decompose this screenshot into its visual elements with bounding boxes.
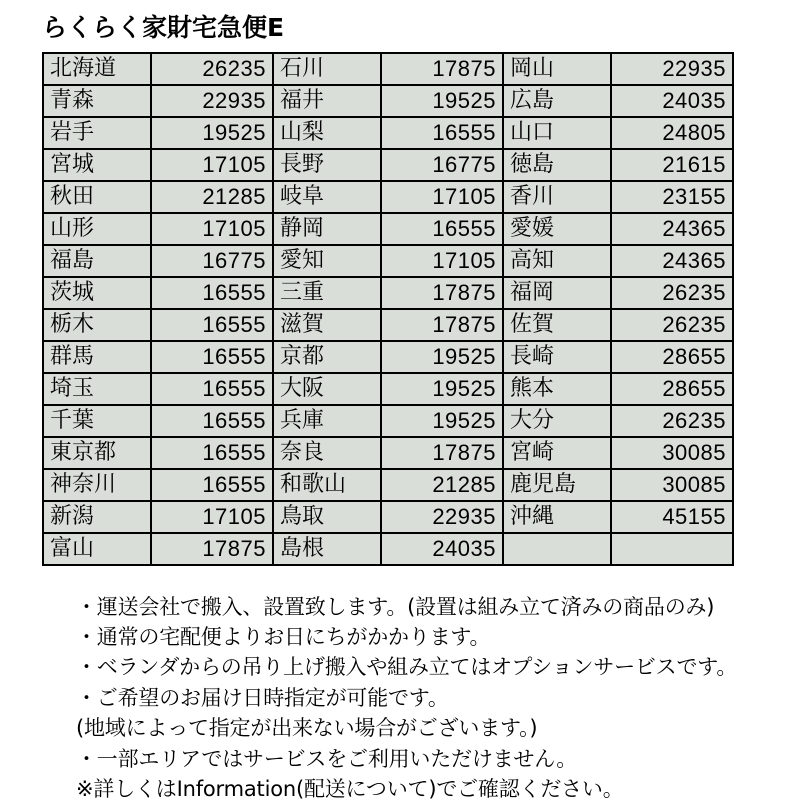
note-line: ・運送会社で搬入、設置致します。(設置は組み立て済みの商品のみ): [76, 594, 715, 619]
prefecture-name: 兵庫: [273, 405, 381, 437]
table-row: [43, 373, 733, 405]
prefecture-name: 沖縄: [503, 501, 611, 533]
prefecture-name: 鳥取: [273, 501, 381, 533]
prefecture-name: 熊本: [503, 373, 611, 405]
prefecture-name: 香川: [503, 181, 611, 213]
prefecture-price: 19525: [381, 373, 503, 405]
prefecture-price: 17105: [151, 213, 273, 245]
prefecture-price: 17105: [381, 181, 503, 213]
prefecture-price: 17105: [381, 245, 503, 277]
prefecture-price: 16555: [381, 213, 503, 245]
prefecture-name: 北海道: [43, 53, 151, 85]
table-row: [43, 85, 733, 117]
table-row: [43, 53, 733, 85]
note-line: ・ベランダからの吊り上げ搬入や組み立てはオプションサービスです。: [76, 655, 738, 680]
prefecture-price: 21285: [151, 181, 273, 213]
prefecture-name: 石川: [273, 53, 381, 85]
table-row: [43, 181, 733, 213]
prefecture-price: 23155: [611, 181, 733, 213]
prefecture-price: 26235: [611, 309, 733, 341]
prefecture-price: 16555: [381, 117, 503, 149]
prefecture-name: 京都: [273, 341, 381, 373]
prefecture-price: 21615: [611, 149, 733, 181]
prefecture-price: 16555: [151, 469, 273, 501]
prefecture-name: 大分: [503, 405, 611, 437]
prefecture-price: 22935: [611, 53, 733, 85]
prefecture-name: 新潟: [43, 501, 151, 533]
prefecture-price: 24035: [611, 85, 733, 117]
prefecture-name: 愛知: [273, 245, 381, 277]
prefecture-price: 16775: [381, 149, 503, 181]
prefecture-name: 静岡: [273, 213, 381, 245]
table-row: [43, 437, 733, 469]
prefecture-name: 富山: [43, 533, 151, 565]
prefecture-name: 宮城: [43, 149, 151, 181]
prefecture-name: 鹿児島: [503, 469, 611, 501]
prefecture-name: 山口: [503, 117, 611, 149]
prefecture-price: 30085: [611, 437, 733, 469]
empty-cell: [503, 533, 611, 565]
note-line: ・一部エリアではサービスをご利用いただけません。: [76, 746, 578, 771]
prefecture-price: 19525: [381, 405, 503, 437]
prefecture-price: 19525: [151, 117, 273, 149]
note-line: ・ご希望のお届け日時指定が可能です。: [76, 685, 449, 710]
prefecture-name: 岐阜: [273, 181, 381, 213]
prefecture-price: 17105: [151, 149, 273, 181]
prefecture-price: 17875: [151, 533, 273, 565]
prefecture-name: 愛媛: [503, 213, 611, 245]
prefecture-name: 長野: [273, 149, 381, 181]
prefecture-name: 岡山: [503, 53, 611, 85]
prefecture-price: 16775: [151, 245, 273, 277]
prefecture-price: 16555: [151, 437, 273, 469]
note-line: (地域によって指定が出来ない場合がございます。): [76, 716, 538, 741]
prefecture-price: 16555: [151, 373, 273, 405]
prefecture-price: 19525: [381, 341, 503, 373]
rates-table: [42, 52, 734, 566]
table-row: [43, 149, 733, 181]
rates-table-body: [43, 53, 733, 565]
prefecture-name: 福島: [43, 245, 151, 277]
prefecture-price: 45155: [611, 501, 733, 533]
table-row: [43, 469, 733, 501]
note-line: ※詳しくはInformation(配送について)でご確認ください。: [76, 777, 624, 802]
table-row: [43, 245, 733, 277]
prefecture-name: 秋田: [43, 181, 151, 213]
prefecture-name: 島根: [273, 533, 381, 565]
prefecture-name: 茨城: [43, 277, 151, 309]
prefecture-name: 青森: [43, 85, 151, 117]
prefecture-price: 28655: [611, 341, 733, 373]
prefecture-name: 埼玉: [43, 373, 151, 405]
prefecture-price: 24035: [381, 533, 503, 565]
prefecture-price: 17875: [381, 53, 503, 85]
prefecture-name: 滋賀: [273, 309, 381, 341]
prefecture-price: 26235: [611, 277, 733, 309]
table-row: [43, 277, 733, 309]
prefecture-name: 東京都: [43, 437, 151, 469]
prefecture-price: 24805: [611, 117, 733, 149]
prefecture-name: 三重: [273, 277, 381, 309]
prefecture-price: 17105: [151, 501, 273, 533]
prefecture-name: 大阪: [273, 373, 381, 405]
table-row: [43, 341, 733, 373]
prefecture-price: 22935: [151, 85, 273, 117]
prefecture-price: 21285: [381, 469, 503, 501]
prefecture-price: 26235: [611, 405, 733, 437]
prefecture-price: 30085: [611, 469, 733, 501]
prefecture-name: 栃木: [43, 309, 151, 341]
prefecture-name: 山梨: [273, 117, 381, 149]
prefecture-price: 17875: [381, 437, 503, 469]
prefecture-name: 高知: [503, 245, 611, 277]
prefecture-price: 19525: [381, 85, 503, 117]
page-title: らくらく家財宅急便E: [42, 13, 285, 42]
note-line: ・通常の宅配便よりお日にちがかかります。: [76, 624, 491, 649]
prefecture-name: 福井: [273, 85, 381, 117]
prefecture-name: 奈良: [273, 437, 381, 469]
prefecture-price: 16555: [151, 277, 273, 309]
prefecture-price: 17875: [381, 309, 503, 341]
table-row: [43, 533, 733, 565]
table-row: [43, 213, 733, 245]
prefecture-name: 神奈川: [43, 469, 151, 501]
prefecture-name: 広島: [503, 85, 611, 117]
prefecture-name: 群馬: [43, 341, 151, 373]
prefecture-name: 宮崎: [503, 437, 611, 469]
prefecture-price: 24365: [611, 213, 733, 245]
prefecture-price: 26235: [151, 53, 273, 85]
prefecture-name: 徳島: [503, 149, 611, 181]
prefecture-price: 16555: [151, 405, 273, 437]
prefecture-name: 岩手: [43, 117, 151, 149]
prefecture-price: 28655: [611, 373, 733, 405]
prefecture-name: 千葉: [43, 405, 151, 437]
table-row: [43, 501, 733, 533]
prefecture-name: 和歌山: [273, 469, 381, 501]
prefecture-name: 佐賀: [503, 309, 611, 341]
prefecture-price: 17875: [381, 277, 503, 309]
prefecture-price: 22935: [381, 501, 503, 533]
table-row: [43, 309, 733, 341]
notes-list: [76, 592, 770, 805]
prefecture-price: 16555: [151, 341, 273, 373]
prefecture-name: 山形: [43, 213, 151, 245]
prefecture-name: 福岡: [503, 277, 611, 309]
table-row: [43, 117, 733, 149]
empty-cell: [611, 533, 733, 565]
prefecture-name: 長崎: [503, 341, 611, 373]
prefecture-price: 16555: [151, 309, 273, 341]
table-row: [43, 405, 733, 437]
prefecture-price: 24365: [611, 245, 733, 277]
